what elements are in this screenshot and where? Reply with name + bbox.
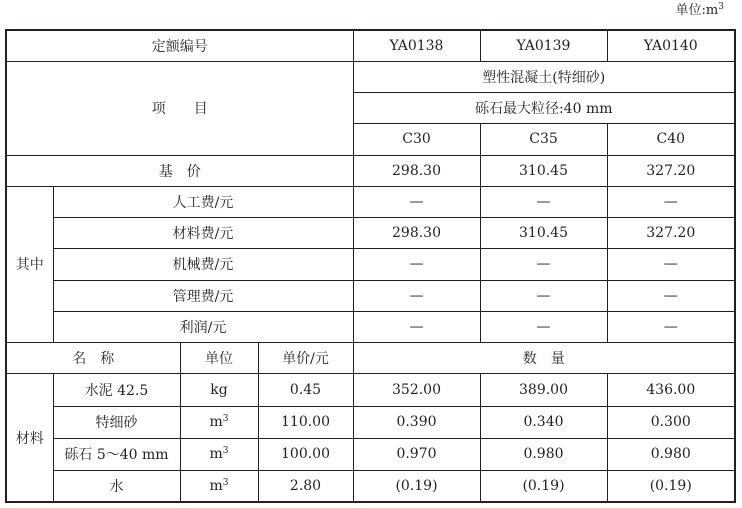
grade-cell: C30 (353, 124, 480, 155)
cost-cell: — (607, 280, 735, 311)
material-name: 特细砂 (53, 406, 180, 438)
concrete-type-row (6, 61, 735, 92)
material-quantity: 0.970 (353, 438, 480, 470)
material-unit-header: 单位 (180, 343, 258, 374)
base-price-label: 基 价 (6, 155, 353, 186)
base-price-cell: 298.30 (353, 155, 480, 186)
code-cell: YA0139 (480, 30, 607, 61)
material-price: 100.00 (258, 438, 353, 470)
base-price-cell: 327.20 (607, 155, 735, 186)
grade-cell: C40 (607, 124, 735, 155)
unit-note (676, 2, 724, 20)
cost-label: 利润/元 (53, 311, 353, 342)
cost-cell: 310.45 (480, 218, 607, 249)
material-name-header: 名 称 (6, 343, 180, 374)
code-cell: YA0138 (353, 30, 480, 61)
cost-cell: — (480, 311, 607, 342)
cost-cell: — (607, 249, 735, 280)
material-row (6, 471, 735, 502)
material-price: 110.00 (258, 406, 353, 438)
cost-row (6, 249, 735, 280)
cost-cell: — (480, 280, 607, 311)
material-name: 水泥 42.5 (53, 374, 180, 406)
cost-label: 材料费/元 (53, 218, 353, 249)
quota-table (5, 29, 736, 503)
material-quantity: 352.00 (353, 374, 480, 406)
cost-cell: — (480, 249, 607, 280)
cost-row (6, 186, 735, 217)
cost-label: 机械费/元 (53, 249, 353, 280)
material-name: 水 (53, 471, 180, 502)
materials-header-row (6, 343, 735, 374)
cost-cell: — (607, 311, 735, 342)
material-row (6, 374, 735, 406)
cost-cell: 298.30 (353, 218, 480, 249)
material-price-header: 单价/元 (258, 343, 353, 374)
material-group-label: 材料 (6, 374, 53, 502)
cost-cell: — (353, 249, 480, 280)
code-cell: YA0140 (607, 30, 735, 61)
concrete-type: 塑性混凝土(特细砂) (353, 61, 735, 92)
material-quantity: 0.340 (480, 406, 607, 438)
material-row (6, 438, 735, 470)
material-name: 砾石 5～40 mm (53, 438, 180, 470)
code-row (6, 30, 735, 61)
cost-cell: — (353, 280, 480, 311)
material-price: 2.80 (258, 471, 353, 502)
material-row (6, 406, 735, 438)
material-unit: $m^3$ (180, 438, 258, 470)
cost-row (6, 280, 735, 311)
base-price-cell: 310.45 (480, 155, 607, 186)
material-quantity: 0.980 (607, 438, 735, 470)
item-label: 项 目 (6, 61, 353, 155)
cost-label: 管理费/元 (53, 280, 353, 311)
base-price-row (6, 155, 735, 186)
material-quantity: (0.19) (353, 471, 480, 502)
cost-cell: — (353, 311, 480, 342)
unit-superscript: 3 (718, 2, 724, 12)
cost-group-label: 其中 (6, 186, 53, 342)
material-quantity: 436.00 (607, 374, 735, 406)
cost-row (6, 218, 735, 249)
code-label: 定额编号 (6, 30, 353, 61)
material-price: 0.45 (258, 374, 353, 406)
cost-cell: — (353, 186, 480, 217)
grade-cell: C35 (480, 124, 607, 155)
material-unit: $m^3$ (180, 406, 258, 438)
material-quantity-header: 数 量 (353, 343, 735, 374)
material-quantity: 389.00 (480, 374, 607, 406)
unit-label: 单位:m (675, 3, 719, 18)
cost-label: 人工费/元 (53, 186, 353, 217)
cost-cell: — (607, 186, 735, 217)
material-unit: $m^3$ (180, 471, 258, 502)
cost-cell: 327.20 (607, 218, 735, 249)
material-quantity: 0.390 (353, 406, 480, 438)
aggregate-size: 砾石最大粒径:40 mm (353, 93, 735, 124)
material-unit: kg (180, 374, 258, 406)
material-quantity: 0.300 (607, 406, 735, 438)
cost-row (6, 311, 735, 342)
material-quantity: (0.19) (480, 471, 607, 502)
material-quantity: 0.980 (480, 438, 607, 470)
material-quantity: (0.19) (607, 471, 735, 502)
cost-cell: — (480, 186, 607, 217)
